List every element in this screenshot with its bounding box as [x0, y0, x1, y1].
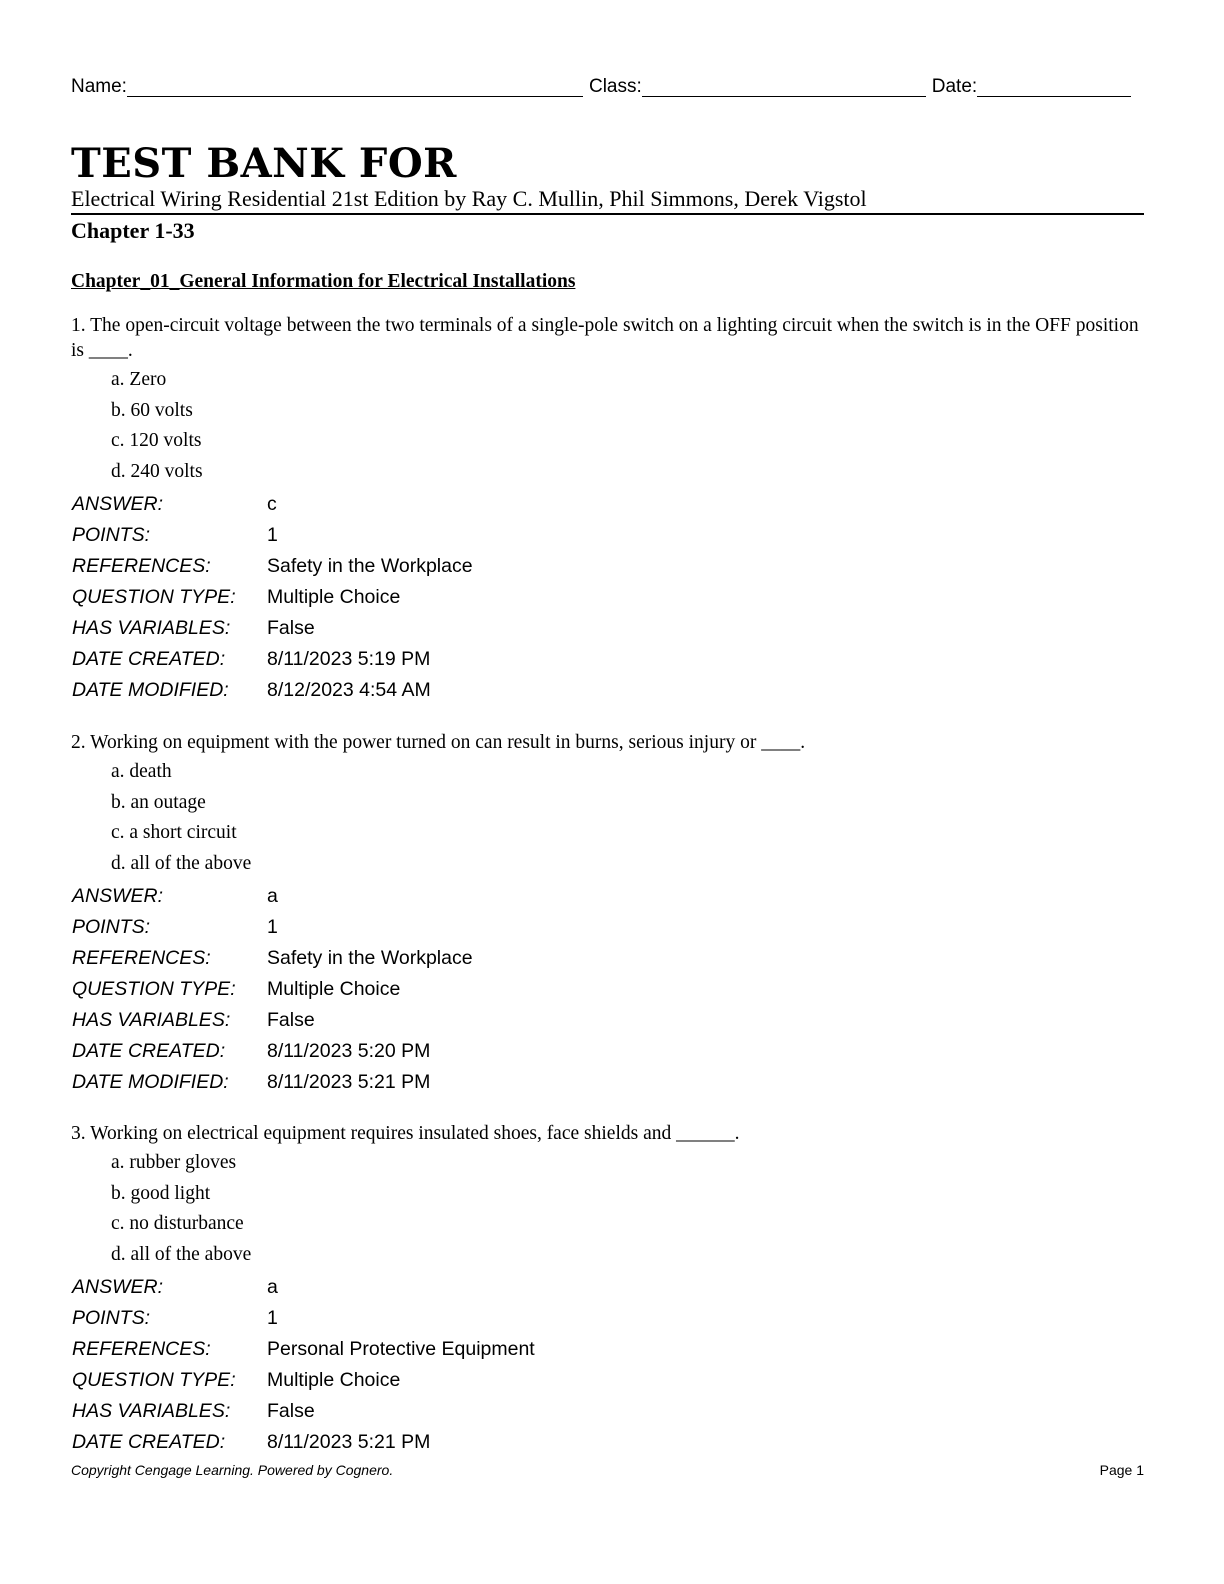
- meta-value: Multiple Choice: [267, 586, 401, 608]
- meta-row: [72, 1303, 1144, 1334]
- meta-key: DATE CREATED:: [72, 648, 226, 670]
- question-block: [71, 313, 1144, 706]
- meta-row: [72, 1334, 1144, 1365]
- choice-item: c. a short circuit: [111, 822, 237, 843]
- book-subtitle: Electrical Wiring Residential 21st Edition by Ray C. Mullin, Phil Simmons, Derek Vigstol: [71, 185, 1144, 215]
- class-field[interactable]: [642, 76, 926, 97]
- question-text: 2. Working on equipment with the power turned on can result in burns, serious injury or ____.: [71, 732, 806, 753]
- meta-row: [72, 582, 1144, 613]
- meta-row: [72, 1067, 1144, 1098]
- meta-row: [72, 675, 1144, 706]
- meta-row: [72, 974, 1144, 1005]
- page-number: Page 1: [1099, 1462, 1144, 1478]
- date-label: Date:: [931, 76, 978, 97]
- meta-value: 8/11/2023 5:19 PM: [267, 648, 431, 670]
- meta-key: POINTS:: [72, 524, 151, 546]
- choice-item: d. all of the above: [111, 852, 252, 874]
- choice-item: a. rubber gloves: [111, 1152, 237, 1173]
- meta-value: a: [267, 885, 278, 907]
- meta-key: QUESTION TYPE:: [72, 978, 236, 1000]
- answer-choices: [111, 1148, 1144, 1270]
- meta-row: [72, 881, 1144, 912]
- question-text: 3. Working on electrical equipment requires insulated shoes, face shields and ______.: [71, 1123, 740, 1144]
- choice-item: a. Zero: [111, 369, 167, 390]
- choice-item: b. good light: [111, 1182, 211, 1204]
- meta-row: [72, 1427, 1144, 1458]
- meta-value: False: [267, 1400, 315, 1422]
- choice-item: d. all of the above: [111, 1243, 252, 1265]
- name-label: Name:: [71, 76, 127, 97]
- date-field[interactable]: [977, 76, 1131, 97]
- choice-item: b. 60 volts: [111, 399, 193, 421]
- meta-value: 1: [267, 524, 278, 546]
- meta-key: REFERENCES:: [72, 555, 211, 577]
- meta-key: HAS VARIABLES:: [72, 617, 231, 639]
- meta-key: DATE CREATED:: [72, 1040, 226, 1062]
- chapter-heading: Chapter_01_General Information for Electrical Installations: [71, 271, 576, 292]
- answer-choices: [111, 365, 1144, 487]
- meta-row: [72, 912, 1144, 943]
- meta-row: [72, 1036, 1144, 1067]
- document-page: [71, 0, 1144, 1584]
- meta-key: POINTS:: [72, 1307, 151, 1329]
- question-block: [71, 730, 1144, 1098]
- meta-value: Safety in the Workplace: [267, 555, 473, 577]
- meta-value: c: [267, 493, 277, 515]
- meta-key: ANSWER:: [72, 1276, 164, 1298]
- chapter-range: Chapter 1-33: [71, 218, 195, 243]
- document-title: TEST BANK FOR: [71, 140, 457, 187]
- question-metadata: [72, 1272, 1144, 1458]
- meta-key: QUESTION TYPE:: [72, 586, 236, 608]
- meta-key: DATE MODIFIED:: [72, 679, 229, 701]
- meta-key: ANSWER:: [72, 493, 164, 515]
- meta-row: [72, 644, 1144, 675]
- meta-value: 8/11/2023 5:20 PM: [267, 1040, 431, 1062]
- copyright-notice: Copyright Cengage Learning. Powered by Cognero.: [71, 1462, 394, 1478]
- meta-row: [72, 613, 1144, 644]
- meta-value: a: [267, 1276, 278, 1298]
- meta-row: [72, 943, 1144, 974]
- meta-row: [72, 520, 1144, 551]
- meta-key: ANSWER:: [72, 885, 164, 907]
- meta-value: 8/11/2023 5:21 PM: [267, 1431, 431, 1453]
- choice-item: c. 120 volts: [111, 430, 202, 451]
- meta-key: REFERENCES:: [72, 1338, 211, 1360]
- meta-row: [72, 551, 1144, 582]
- meta-value: Multiple Choice: [267, 1369, 401, 1391]
- meta-value: 1: [267, 916, 278, 938]
- answer-choices: [111, 757, 1144, 879]
- meta-value: False: [267, 617, 315, 639]
- meta-key: POINTS:: [72, 916, 151, 938]
- question-metadata: [72, 489, 1144, 706]
- meta-key: REFERENCES:: [72, 947, 211, 969]
- student-info-header: [71, 72, 1144, 98]
- choice-item: a. death: [111, 761, 172, 782]
- meta-value: 8/11/2023 5:21 PM: [267, 1071, 431, 1093]
- meta-row: [72, 489, 1144, 520]
- meta-row: [72, 1005, 1144, 1036]
- meta-value: Personal Protective Equipment: [267, 1338, 535, 1360]
- question-text: 1. The open-circuit voltage between the two terminals of a single-pole switch on a lighting circuit when the switch is in the OFF position is ____.: [71, 315, 1139, 361]
- meta-row: [72, 1272, 1144, 1303]
- choice-item: b. an outage: [111, 791, 206, 813]
- choice-item: c. no disturbance: [111, 1213, 244, 1234]
- class-label: Class:: [588, 76, 642, 97]
- question-block: [71, 1121, 1144, 1458]
- name-field[interactable]: [127, 76, 583, 97]
- question-metadata: [72, 881, 1144, 1098]
- meta-value: Multiple Choice: [267, 978, 401, 1000]
- meta-key: DATE CREATED:: [72, 1431, 226, 1453]
- meta-value: False: [267, 1009, 315, 1031]
- choice-item: d. 240 volts: [111, 460, 203, 482]
- meta-value: 1: [267, 1307, 278, 1329]
- meta-value: Safety in the Workplace: [267, 947, 473, 969]
- meta-key: HAS VARIABLES:: [72, 1009, 231, 1031]
- meta-value: 8/12/2023 4:54 AM: [267, 679, 431, 701]
- meta-row: [72, 1365, 1144, 1396]
- meta-row: [72, 1396, 1144, 1427]
- meta-key: HAS VARIABLES:: [72, 1400, 231, 1422]
- meta-key: QUESTION TYPE:: [72, 1369, 236, 1391]
- meta-key: DATE MODIFIED:: [72, 1071, 229, 1093]
